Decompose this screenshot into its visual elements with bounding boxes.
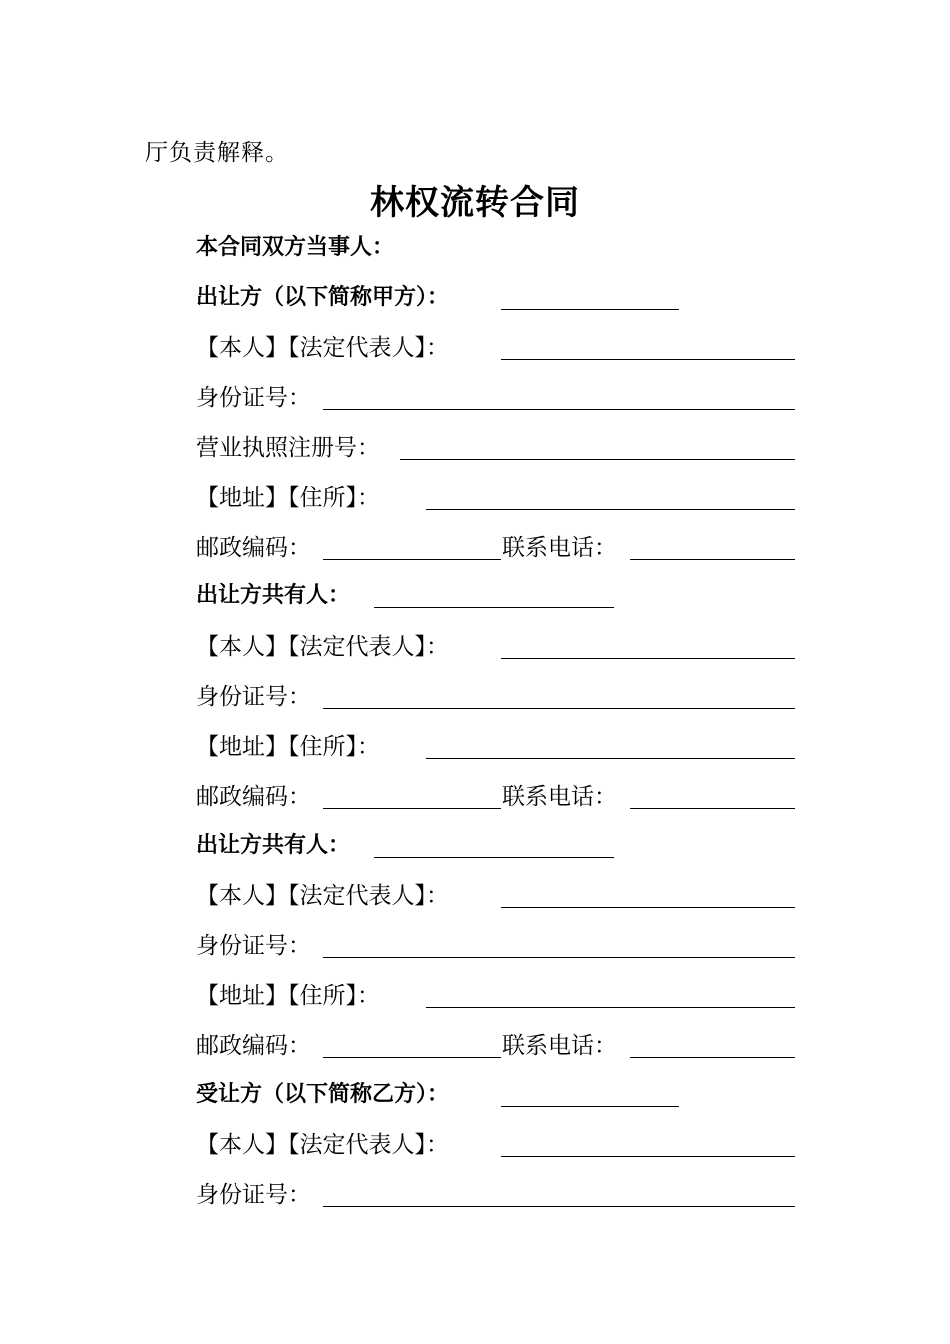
transferee-id-label: 身份证号：: [196, 1182, 311, 1208]
transferor-id-row: [196, 381, 311, 413]
co-owner-2-address-field[interactable]: [426, 981, 795, 1008]
transferor-representative-label: 【本人】【法定代表人】：: [196, 335, 449, 361]
transferee-representative-field[interactable]: [501, 1130, 795, 1157]
transferor-address-field[interactable]: [426, 483, 795, 510]
co-owner-1-label: 出让方共有人：: [196, 583, 351, 608]
co-owner-2-label: 出让方共有人：: [196, 833, 351, 858]
transferor-label: 出让方（以下简称甲方）：: [196, 285, 450, 310]
co-owner-2-phone-field[interactable]: [630, 1031, 795, 1058]
co-owner-1-phone-field[interactable]: [630, 782, 795, 809]
transferor-id-label: 身份证号：: [196, 385, 311, 411]
transferor-phone-field[interactable]: [630, 533, 795, 560]
transferor-postal-label: 邮政编码：: [196, 535, 311, 561]
transferor-license-row: [196, 431, 380, 463]
co-owner-2-row: [196, 829, 350, 861]
co-owner-2-postal-label: 邮政编码：: [196, 1033, 311, 1059]
carry-over-text: 厅负责解释。: [145, 140, 289, 166]
co-owner-2-postal-field[interactable]: [323, 1031, 501, 1058]
co-owner-2-address-row: [196, 979, 380, 1011]
co-owner-2-representative-field[interactable]: [501, 881, 795, 908]
co-owner-1-representative-row: [196, 630, 449, 662]
co-owner-2-field[interactable]: [374, 831, 614, 858]
transferor-id-field[interactable]: [323, 383, 795, 410]
transferee-field[interactable]: [501, 1080, 679, 1107]
co-owner-2-id-row: [196, 929, 311, 961]
transferor-license-field[interactable]: [400, 433, 795, 460]
parties-heading-row: [196, 231, 394, 263]
transferee-id-field[interactable]: [323, 1180, 795, 1207]
co-owner-1-row: [196, 579, 350, 611]
co-owner-2-contact-row: [196, 1029, 617, 1061]
transferee-label: 受让方（以下简称乙方）：: [196, 1082, 450, 1107]
co-owner-1-address-row: [196, 730, 380, 762]
co-owner-1-representative-label: 【本人】【法定代表人】：: [196, 634, 449, 660]
co-owner-1-address-field[interactable]: [426, 732, 795, 759]
co-owner-1-representative-field[interactable]: [501, 632, 795, 659]
transferor-address-label: 【地址】【住所】：: [196, 485, 380, 511]
co-owner-2-address-label: 【地址】【住所】：: [196, 983, 380, 1009]
transferor-phone-label: 联系电话：: [502, 535, 617, 561]
transferor-representative-row: [196, 331, 449, 363]
transferor-row: [196, 281, 449, 313]
transferee-row: [196, 1078, 449, 1110]
co-owner-1-address-label: 【地址】【住所】：: [196, 734, 380, 760]
transferee-representative-row: [196, 1128, 449, 1160]
transferor-address-row: [196, 481, 380, 513]
co-owner-1-postal-field[interactable]: [323, 782, 501, 809]
co-owner-1-contact-row: [196, 780, 617, 812]
transferor-postal-field[interactable]: [323, 533, 501, 560]
transferor-field[interactable]: [501, 283, 679, 310]
co-owner-2-id-field[interactable]: [323, 931, 795, 958]
co-owner-2-id-label: 身份证号：: [196, 933, 311, 959]
co-owner-2-phone-label: 联系电话：: [502, 1033, 617, 1059]
co-owner-1-postal-label: 邮政编码：: [196, 784, 311, 810]
co-owner-1-phone-label: 联系电话：: [502, 784, 617, 810]
transferor-representative-field[interactable]: [501, 333, 795, 360]
transferor-license-label: 营业执照注册号：: [196, 435, 380, 461]
co-owner-1-field[interactable]: [374, 581, 614, 608]
transferee-representative-label: 【本人】【法定代表人】：: [196, 1132, 449, 1158]
co-owner-1-id-row: [196, 680, 311, 712]
co-owner-2-representative-row: [196, 879, 449, 911]
transferor-contact-row: [196, 531, 617, 563]
co-owner-1-id-label: 身份证号：: [196, 684, 311, 710]
co-owner-1-id-field[interactable]: [323, 682, 795, 709]
parties-heading: 本合同双方当事人：: [196, 235, 395, 260]
page-title: 林权流转合同: [370, 183, 580, 223]
transferee-id-row: [196, 1178, 311, 1210]
co-owner-2-representative-label: 【本人】【法定代表人】：: [196, 883, 449, 909]
